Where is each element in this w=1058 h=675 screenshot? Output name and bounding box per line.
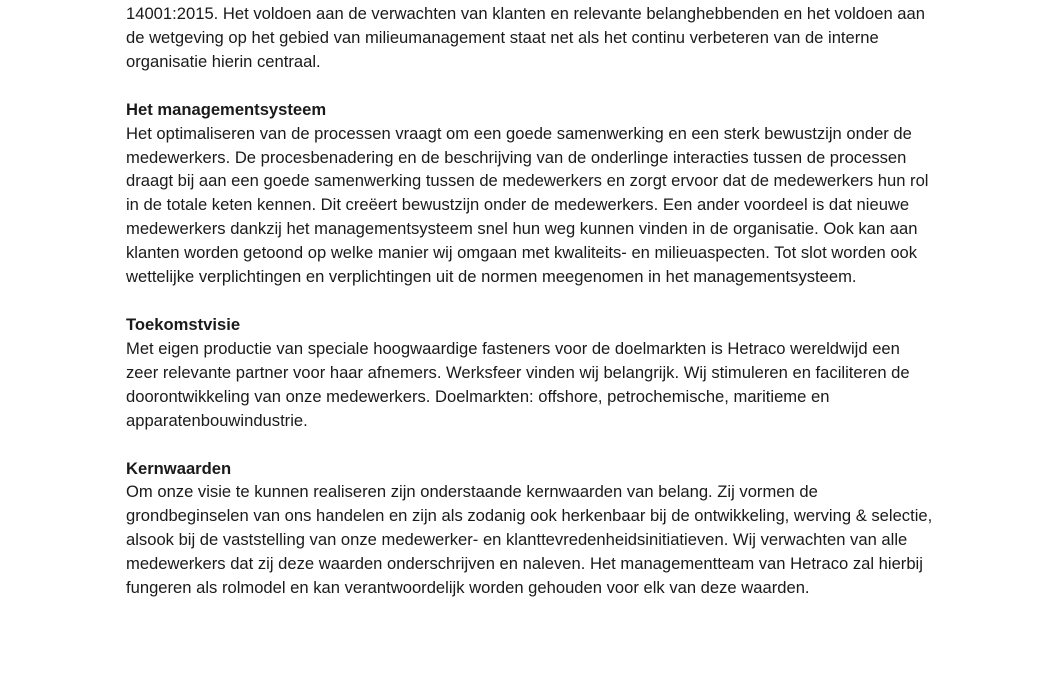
section-toekomstvisie [126, 313, 936, 433]
section-managementsysteem [126, 98, 936, 289]
section-kernwaarden [126, 457, 936, 600]
section-paragraph: Om onze visie te kunnen realiseren zijn onderstaande kernwaarden van belang. Zij vormen de grondbeginselen van ons handelen en zijn als zodanig ook herkenbaar bij de ontwikkeling, werving & selectie, alsook bij de vaststelling van onze medewerker- en klanttevredenheidsinitiatieven. Wij verwachten van alle medewerkers dat zij deze waarden onderschrijven en naleven. Het managementteam van Hetraco zal hierbij fungeren als rolmodel en kan verantwoordelijk worden gehouden voor elk van deze waarden. [126, 482, 933, 598]
section-heading: Toekomstvisie [126, 314, 241, 334]
section-heading: Het managementsysteem [126, 99, 327, 119]
intro-paragraph: 14001:2015. Het voldoen aan de verwachten van klanten en relevante belanghebbenden en het voldoen aan de wetgeving op het gebied van milieumanagement staat net als het continu verbeteren van de interne organisatie hierin centraal. [126, 4, 925, 71]
section-paragraph: Met eigen productie van speciale hoogwaardige fasteners voor de doelmarkten is Hetraco wereldwijd een zeer relevante partner voor haar afnemers. Werksfeer vinden wij belangrijk. Wij stimuleren en faciliteren de doorontwikkeling van onze medewerkers. Doelmarkten: offshore, petrochemische, maritieme en apparatenbouwindustrie. [126, 338, 910, 430]
section-paragraph: Het optimaliseren van de processen vraagt om een goede samenwerking en een sterk bewustzijn onder de medewerkers. De procesbenadering en de beschrijving van de onderlinge interacties tussen de processen draagt bij aan een goede samenwerking tussen de medewerkers en zorgt ervoor dat de medewerkers hun rol in de totale keten kennen. Dit creëert bewustzijn onder de medewerkers. Een ander voordeel is dat nieuwe medewerkers dankzij het managementsysteem snel hun weg kunnen vinden in de organisatie. Ook kan aan klanten worden getoond op welke manier wij omgaan met kwaliteits- en milieuaspecten. Tot slot worden ook wettelijke verplichtingen en verplichtingen uit de normen meegenomen in het managementsysteem. [126, 123, 929, 287]
section-heading: Kernwaarden [126, 458, 232, 478]
document-body [126, 2, 936, 600]
